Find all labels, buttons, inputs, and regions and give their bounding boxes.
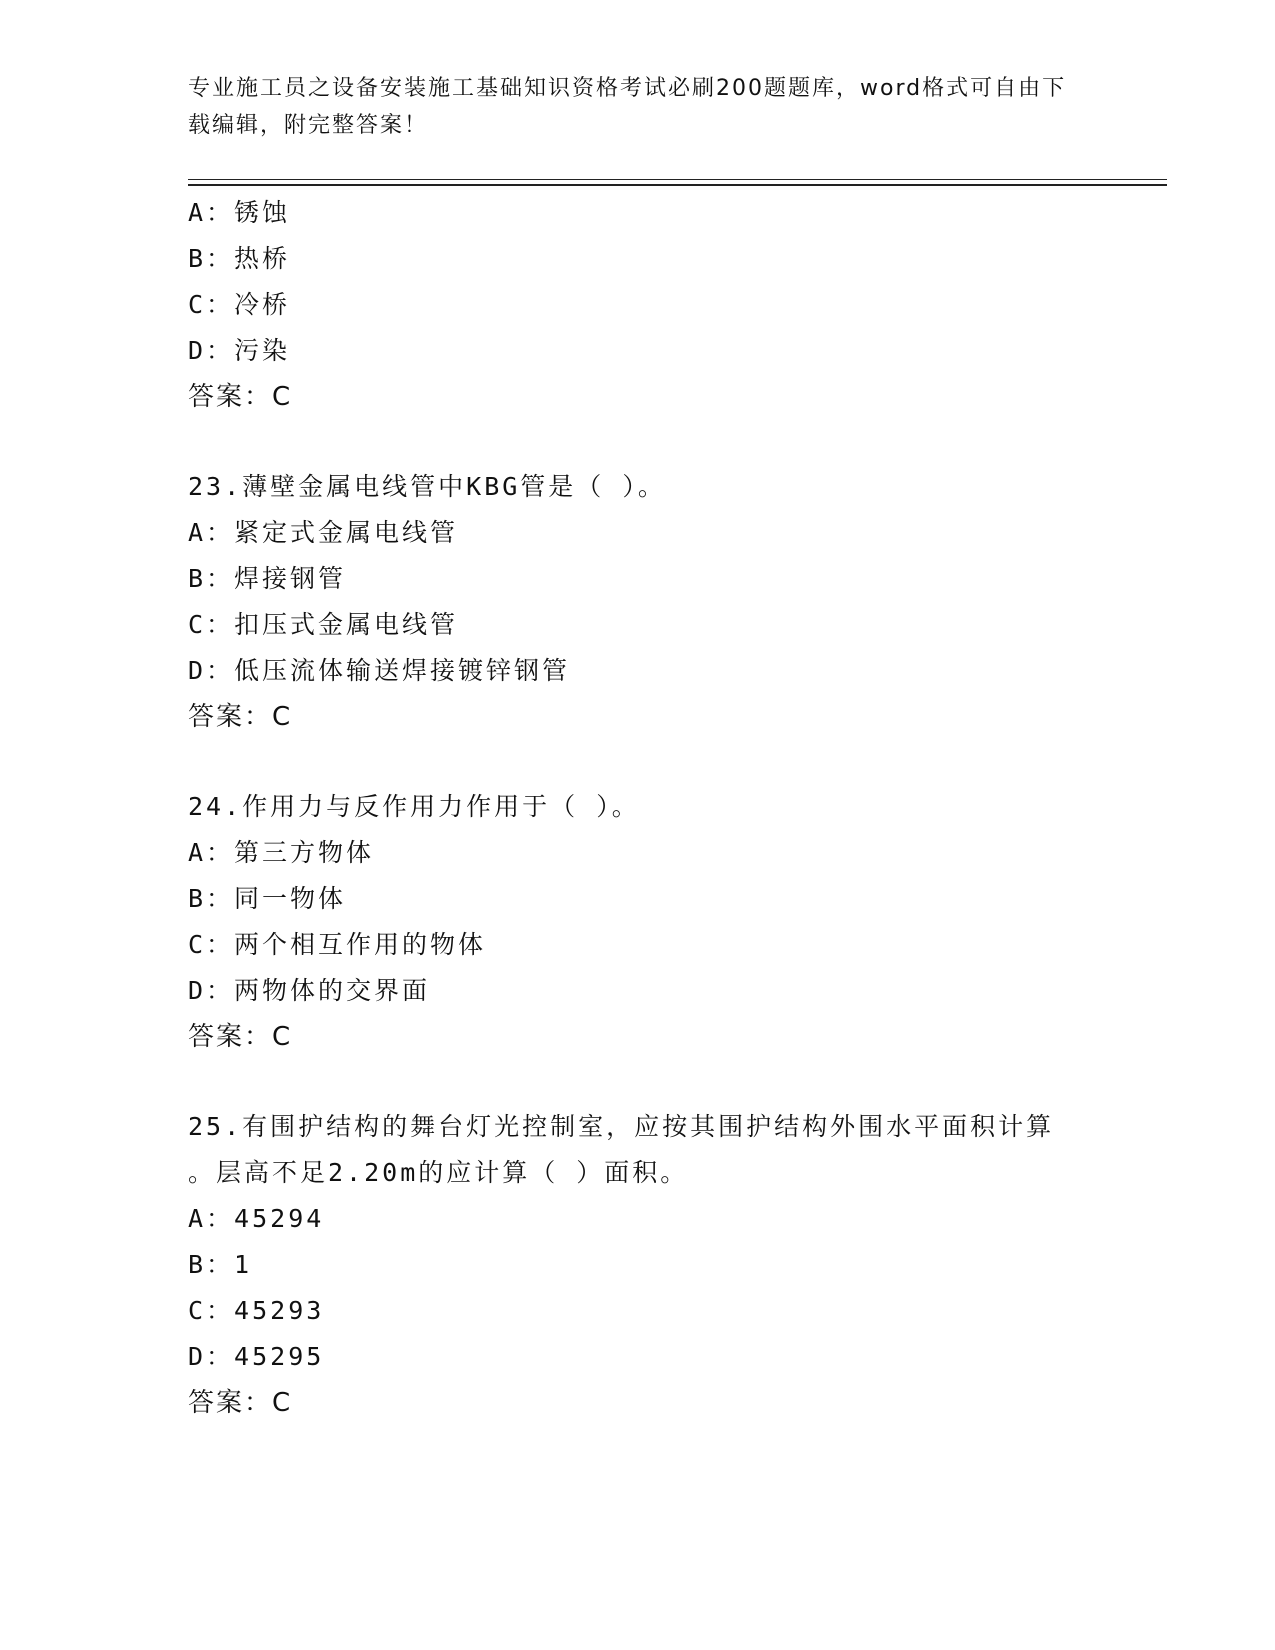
question-list xyxy=(188,190,1088,1426)
option-b: B：1 xyxy=(188,1250,253,1279)
option-a: A：锈蚀 xyxy=(188,198,291,227)
question-spacer xyxy=(188,1060,1088,1104)
answer: 答案：C xyxy=(188,1388,293,1418)
question-23 xyxy=(188,464,1088,740)
option-c: C：冷桥 xyxy=(188,290,291,319)
question-spacer xyxy=(188,420,1088,464)
document-header xyxy=(188,70,1088,144)
document-title: 专业施工员之设备安装施工基础知识资格考试必刷200题题库，word格式可自由下载编辑，附完整答案！ xyxy=(188,76,1067,138)
option-d: D：低压流体输送焊接镀锌钢管 xyxy=(188,656,571,685)
option-b: B：同一物体 xyxy=(188,884,347,913)
question-spacer xyxy=(188,740,1088,784)
option-b: B：焊接钢管 xyxy=(188,564,347,593)
header-divider-thick xyxy=(188,184,1167,186)
question-stem-line-1: 25.有围护结构的舞台灯光控制室，应按其围护结构外围水平面积计算 xyxy=(188,1112,1055,1141)
option-c: C：45293 xyxy=(188,1296,325,1325)
question-24 xyxy=(188,784,1088,1060)
answer: 答案：C xyxy=(188,1022,293,1052)
option-d: D：45295 xyxy=(188,1342,325,1371)
option-d: D：两物体的交界面 xyxy=(188,976,431,1005)
answer: 答案：C xyxy=(188,702,293,732)
question-22 xyxy=(188,190,1088,420)
option-b: B：热桥 xyxy=(188,244,291,273)
answer: 答案：C xyxy=(188,382,293,412)
question-stem: 23.薄壁金属电线管中KBG管是（ ）。 xyxy=(188,472,666,501)
option-c: C：两个相互作用的物体 xyxy=(188,930,487,959)
question-stem-line-2: 。层高不足2.20m的应计算（ ）面积。 xyxy=(188,1158,689,1187)
option-a: A：紧定式金属电线管 xyxy=(188,518,459,547)
question-25 xyxy=(188,1104,1088,1426)
option-c: C：扣压式金属电线管 xyxy=(188,610,459,639)
option-a: A：45294 xyxy=(188,1204,325,1233)
option-d: D：污染 xyxy=(188,336,291,365)
question-stem: 24.作用力与反作用力作用于（ ）。 xyxy=(188,792,640,821)
header-divider-thin xyxy=(188,179,1167,180)
option-a: A：第三方物体 xyxy=(188,838,375,867)
